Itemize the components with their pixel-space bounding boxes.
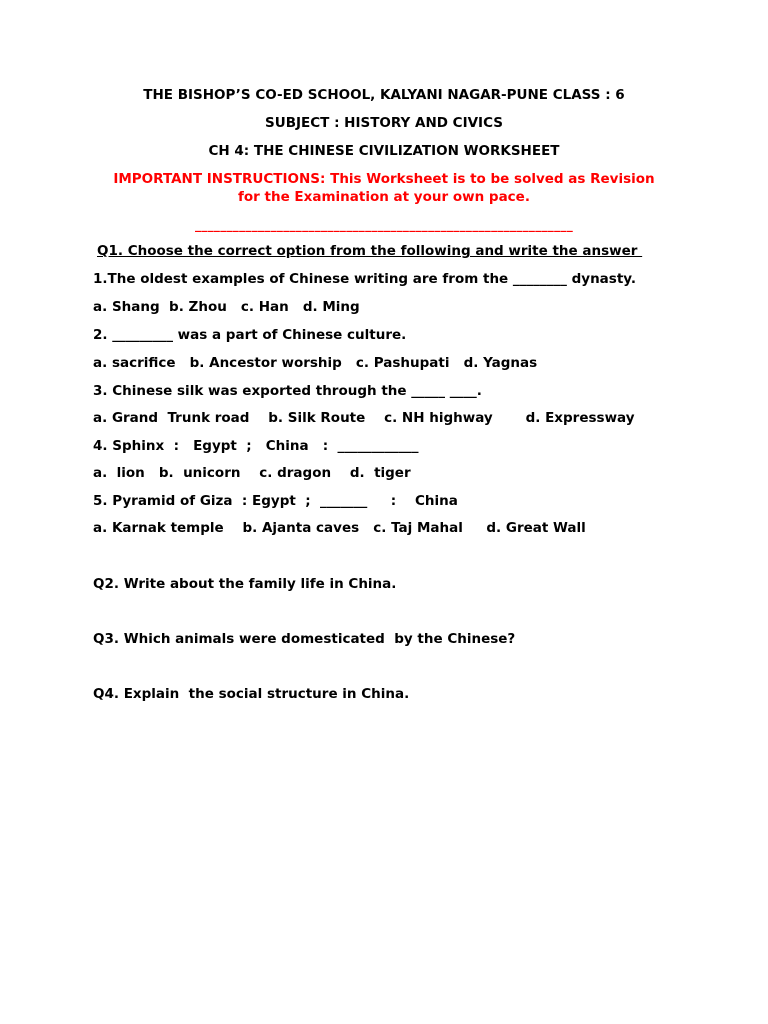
q1-item-5-question: 5. Pyramid of Giza : Egypt ; _______ : China (93, 493, 458, 509)
q1-item-1-question: 1.The oldest examples of Chinese writing are from the ________ dynasty. (93, 271, 636, 287)
q4-question: Q4. Explain the social structure in China. (93, 686, 410, 702)
q1-item-2-options: a. sacrifice b. Ancestor worship c. Pashupati d. Yagnas (93, 355, 538, 371)
subject-title: SUBJECT : HISTORY AND CIVICS (265, 115, 503, 131)
chapter-title: CH 4: THE CHINESE CIVILIZATION WORKSHEET (208, 143, 560, 159)
q1-item-3-question: 3. Chinese silk was exported through the _____ ____. (93, 383, 482, 399)
instructions-divider: ____________________________________________________________ (195, 218, 573, 232)
q1-item-5-options: a. Karnak temple b. Ajanta caves c. Taj Mahal d. Great Wall (93, 520, 586, 536)
school-title: THE BISHOP’S CO-ED SCHOOL, KALYANI NAGAR-PUNE CLASS : 6 (143, 87, 625, 103)
q1-item-4-question: 4. Sphinx : Egypt ; China : ____________ (93, 438, 419, 454)
q1-item-3-options: a. Grand Trunk road b. Silk Route c. NH highway d. Expressway (93, 410, 635, 426)
q2-question: Q2. Write about the family life in China. (93, 576, 397, 592)
instructions-line-2: for the Examination at your own pace. (238, 189, 530, 205)
q1-item-2-question: 2. _________ was a part of Chinese culture. (93, 327, 407, 343)
q1-item-1-options: a. Shang b. Zhou c. Han d. Ming (93, 299, 360, 315)
q3-question: Q3. Which animals were domesticated by the Chinese? (93, 631, 516, 647)
q1-heading: Q1. Choose the correct option from the following and write the answer (97, 243, 643, 259)
important-instructions (60, 170, 708, 206)
q1-item-4-options: a. lion b. unicorn c. dragon d. tiger (93, 465, 411, 481)
instructions-line-1: IMPORTANT INSTRUCTIONS: This Worksheet is to be solved as Revision (113, 171, 655, 187)
